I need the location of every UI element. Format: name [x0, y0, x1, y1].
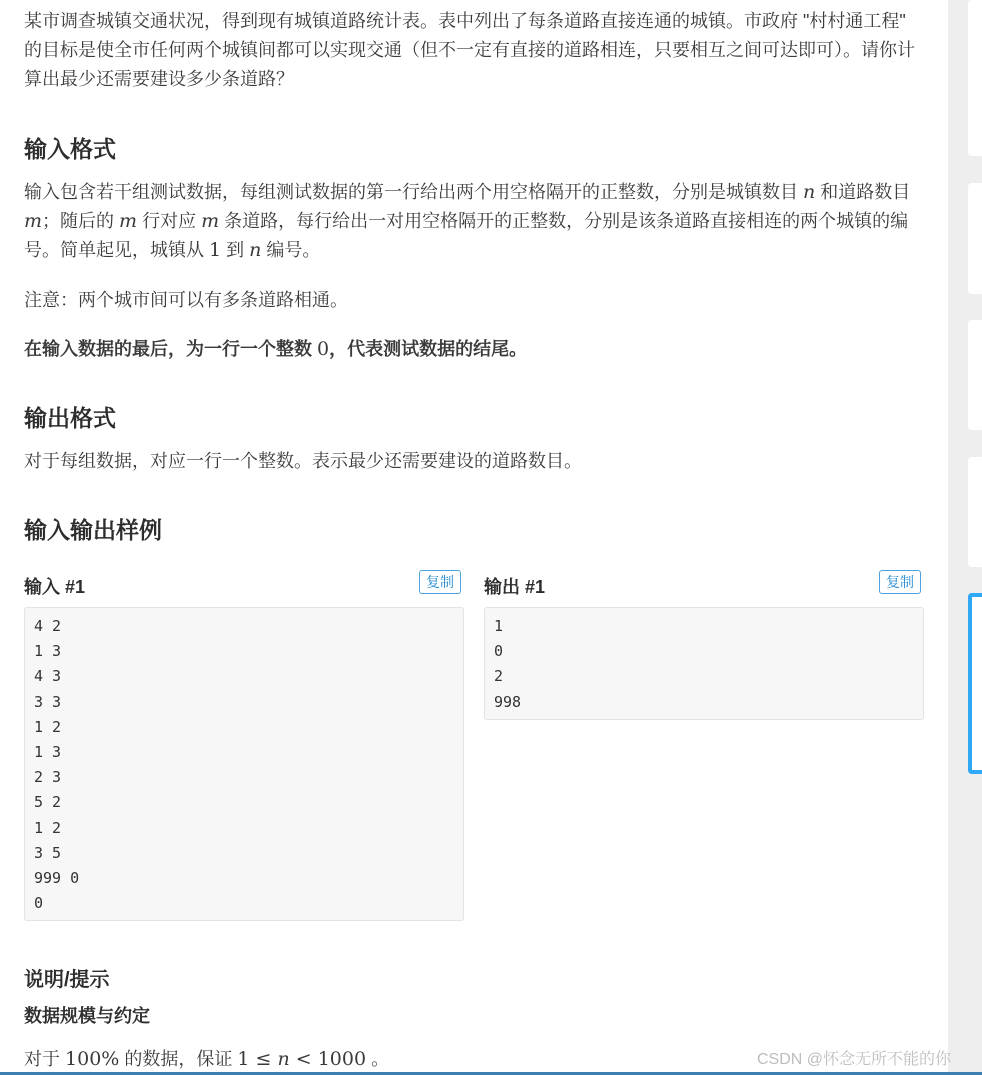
code-line: 1 3 [34, 642, 62, 661]
code-line: 1 3 [34, 742, 62, 761]
copy-input-button[interactable]: 复制 [419, 570, 461, 594]
copy-output-button[interactable]: 复制 [879, 570, 921, 594]
code-line: 3 5 [34, 843, 62, 862]
hint-text: 对于 100% 的数据，保证 1 ≤ n < 1000 。 [24, 1048, 390, 1070]
code-line: 2 [494, 667, 504, 686]
sample-output-title: 输出 #1 [484, 577, 546, 597]
code-line: 1 [494, 617, 504, 635]
samples-heading: 输入输出样例 [24, 517, 162, 543]
code-line: 1 2 [34, 818, 62, 837]
code-line: 0 [34, 894, 44, 913]
hint-subheading: 数据规模与约定 [24, 1006, 150, 1026]
problem-description: 某市调查城镇交通状况，得到现有城镇道路统计表。表中列出了每条道路直接连通的城镇。市政府 "村村通工程" 的目标是使全市任何两个城镇间都可以实现交通（但不一定有直接的道路相连，只要相互之间可达即可）。请你计算出最少还需要建设多少条道路？ [24, 11, 915, 89]
sample-output-box[interactable] [484, 607, 924, 720]
code-line: 2 3 [34, 768, 62, 787]
code-line: 999 0 [34, 868, 80, 887]
code-line: 1 2 [34, 717, 62, 736]
input-format-heading: 输入格式 [24, 136, 116, 162]
sidebar-active-card[interactable] [968, 593, 982, 774]
csdn-watermark: CSDN @怀念无所不能的你 [757, 1051, 952, 1068]
input-format-end-note: 在输入数据的最后，为一行一个整数 0，代表测试数据的结尾。 [24, 338, 528, 360]
sample-input-box[interactable] [24, 607, 464, 921]
right-sidebar [948, 0, 982, 1075]
hint-heading: 说明/提示 [24, 969, 110, 991]
code-line: 998 [494, 692, 522, 711]
input-format-note: 注意：两个城市间可以有多条道路相通。 [24, 290, 348, 310]
sample-input-title: 输入 #1 [24, 577, 86, 597]
sidebar-card[interactable] [968, 183, 982, 294]
code-line: 5 2 [34, 793, 62, 812]
output-format-heading: 输出格式 [24, 405, 116, 431]
output-format-text: 对于每组数据，对应一行一个整数。表示最少还需要建设的道路数目。 [24, 451, 582, 471]
code-line: 0 [494, 642, 504, 661]
sidebar-card[interactable] [968, 0, 982, 156]
code-line: 3 3 [34, 692, 62, 711]
sidebar-card[interactable] [968, 457, 982, 567]
sidebar-card[interactable] [968, 320, 982, 430]
code-line: 4 3 [34, 667, 62, 686]
code-line: 4 2 [34, 617, 62, 635]
input-format-text: 输入包含若干组测试数据，每组测试数据的第一行给出两个用空格隔开的正整数，分别是城镇数目 n 和道路数目 m；随后的 m 行对应 m 条道路，每行给出一对用空格隔开的正整数，分别是该条道路直接相连的两个城镇的编号。简单起见，城镇从 1 到 n 编号。 [24, 181, 911, 261]
